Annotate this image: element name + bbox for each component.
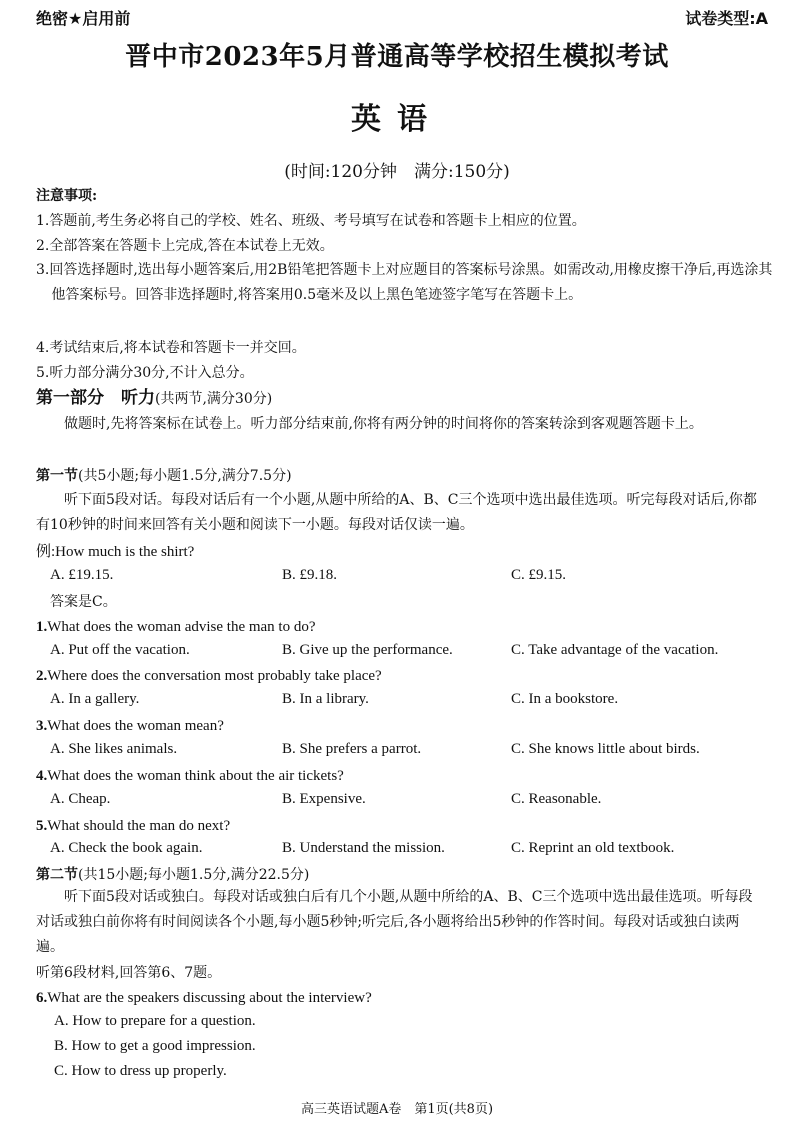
question-number: 1. [36, 619, 48, 635]
option-a: A. Check the book again. [50, 840, 203, 856]
option-c: C. Take advantage of the vacation. [511, 642, 719, 658]
option-a: A. Put off the vacation. [50, 642, 190, 658]
section1-heading [36, 466, 292, 486]
option-b: B. She prefers a parrot. [282, 741, 422, 757]
option-c: C. Reprint an old textbook. [511, 840, 675, 856]
option-b: B. Understand the mission. [282, 840, 445, 856]
notice-heading: 注意事项: [36, 188, 98, 204]
notice-item: 1.答题前,考生务必将自己的学校、姓名、班级、考号填写在试卷和答题卡上相应的位置。 [36, 213, 586, 229]
confidential-label: 绝密★启用前 [36, 9, 131, 28]
part1-title: 第一部分 听力 [36, 388, 155, 408]
exam-title: 晋中市2023年5月普通高等学校招生模拟考试 [125, 42, 669, 72]
option-c: C. She knows little about birds. [511, 741, 700, 757]
option-b: B. Give up the performance. [282, 642, 453, 658]
option-a: A. In a gallery. [50, 691, 140, 707]
option-b: B. Expensive. [282, 791, 366, 807]
question-text: Where does the conversation most probably take place? [47, 668, 382, 684]
example-option-c: C. £9.15. [511, 567, 567, 583]
section2-heading [36, 865, 309, 885]
question-6 [36, 988, 372, 1008]
section2-intro: 听下面5段对话或独白。每段对话或独白后有几个小题,从题中所给的A、B、C三个选项中选出最佳选项。听每段对话或独白前你将有时间阅读各个小题,每小题5秒钟;听完后,各小题将给出5秒钟的作答时间。每段对话或独白读两遍。 [36, 889, 753, 955]
question-3 [36, 716, 224, 736]
section1-title-note: (共5小题;每小题1.5分,满分7.5分) [78, 468, 292, 484]
option-c: C. How to dress up properly. [54, 1063, 227, 1079]
option-a: A. Cheap. [50, 791, 111, 807]
question-number: 2. [36, 668, 48, 684]
section1-title: 第一节 [36, 468, 78, 484]
material-note: 听第6段材料,回答第6、7题。 [36, 965, 222, 981]
option-a: A. She likes animals. [50, 741, 178, 757]
option-a: A. How to prepare for a question. [54, 1013, 256, 1029]
question-number: 5. [36, 818, 48, 834]
part1-intro: 做题时,先将答案标在试卷上。听力部分结束前,你将有两分钟的时间将你的答案转涂到客观题答题卡上。 [64, 416, 703, 432]
section2-title: 第二节 [36, 867, 78, 883]
question-text: What does the woman advise the man to do? [47, 619, 316, 635]
question-number: 3. [36, 718, 48, 734]
time-info: (时间:120分钟 满分:150分) [284, 162, 510, 182]
question-text: What does the woman mean? [47, 718, 224, 734]
option-b: B. How to get a good impression. [54, 1038, 256, 1054]
question-4 [36, 766, 344, 786]
question-1 [36, 617, 316, 637]
option-b: B. In a library. [282, 691, 369, 707]
notice-item: 4.考试结束后,将本试卷和答题卡一并交回。 [36, 340, 306, 356]
notice-item: 2.全部答案在答题卡上完成,答在本试卷上无效。 [36, 238, 334, 254]
question-2 [36, 666, 382, 686]
option-c: C. In a bookstore. [511, 691, 619, 707]
section2-title-note: (共15小题;每小题1.5分,满分22.5分) [78, 867, 310, 883]
example-answer: 答案是C。 [50, 594, 117, 610]
option-c: C. Reasonable. [511, 791, 602, 807]
example-option-b: B. £9.18. [282, 567, 338, 583]
section1-intro: 听下面5段对话。每段对话后有一个小题,从题中所给的A、B、C三个选项中选出最佳选项。听完每段对话后,你都有10秒钟的时间来回答有关小题和阅读下一小题。每段对话仅读一遍。 [36, 492, 757, 533]
question-text: What does the woman think about the air tickets? [47, 768, 344, 784]
notice-item: 5.听力部分满分30分,不计入总分。 [36, 365, 254, 381]
example-question: 例:How much is the shirt? [36, 544, 195, 560]
question-number: 4. [36, 768, 48, 784]
question-text: What are the speakers discussing about the interview? [47, 990, 372, 1006]
notice-item: 3.回答选择题时,选出每小题答案后,用2B铅笔把答题卡上对应题目的答案标号涂黑。如需改动,用橡皮擦干净后,再选涂其他答案标号。回答非选择题时,将答案用0.5毫米及以上黑色笔迹签字笔写在答题卡上。 [36, 262, 773, 303]
question-5 [36, 816, 230, 836]
question-number: 6. [36, 990, 48, 1006]
example-option-a: A. £19.15. [50, 567, 114, 583]
question-text: What should the man do next? [47, 818, 231, 834]
subject-title: 英语 [351, 102, 443, 137]
paper-type-label: 试卷类型:A [685, 9, 768, 28]
part1-heading [36, 388, 272, 409]
part1-title-note: (共两节,满分30分) [155, 391, 273, 407]
page-footer: 高三英语试题A卷 第1页(共8页) [300, 1102, 494, 1117]
